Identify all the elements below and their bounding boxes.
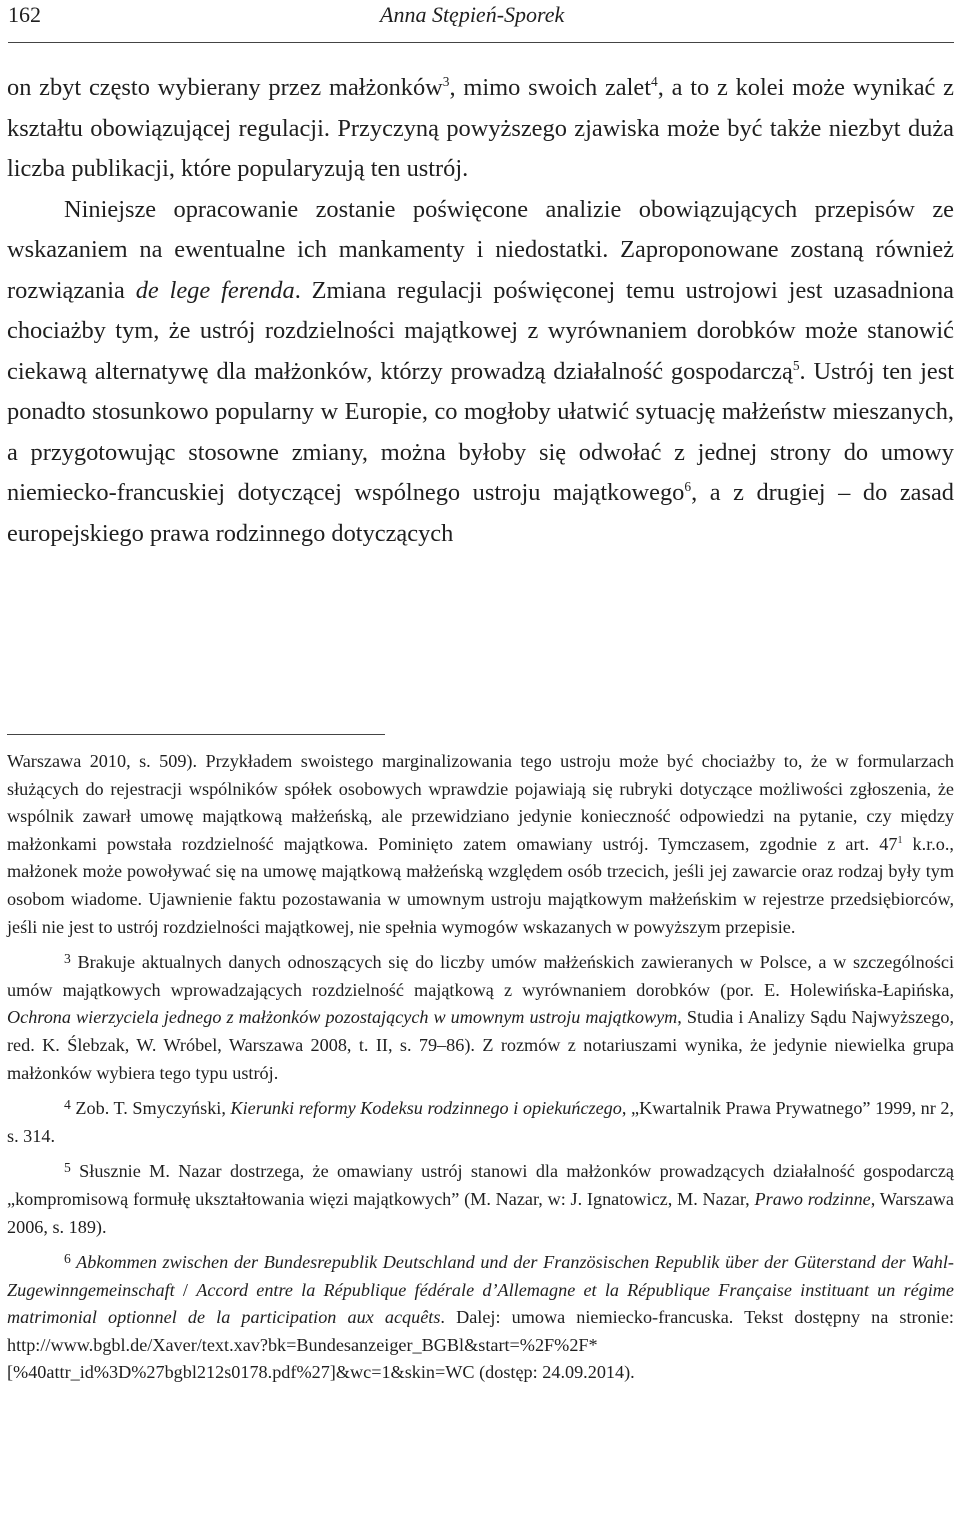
footnotes <box>7 748 954 1387</box>
footnote-3: $^3$ Brakuje aktualnych danych odnoszących się do liczby umów małżeńskich zawieranych w Polsce, a w szczególności umów majątkowych wprowadzających rozdzielność majątkową z wyrównaniem dorobków (por. E. Holewińska-Łapińska, Ochrona wierzyciela jednego z małżonków pozostających w umownym ustroju majątkowym, Studia i Analizy Sądu Najwyższego, red. K. Ślebzak, W. Wróbel, Warszawa 2008, t. II, s. 79–86). Z rozmów z notariuszami wynika, że jedynie niewielka grupa małżonków wybiera tego typu ustrój. <box>7 951 954 1083</box>
footnote-ref-6: 6 <box>684 478 692 494</box>
footnote-separator <box>7 734 385 735</box>
footnote-6: $^6$ Abkommen zwischen der Bundesrepublik Deutschland und der Französischen Republik über der Güterstand der Wahl-Zugewinngemeinschaft / Accord entre la République fédérale d’Allemagne et la République Française instituant un régime matrimonial optionnel de la participation aux acquêts. Dalej: umowa niemiecko-francuska. Tekst dostępny na stronie: http://www.bgbl.de/Xaver/text.xav?bk=Bundesanzeiger_BGBl&start=%2F%2F*[%40attr_id%3D%27bgbl212s0178.pdf%27]&wc=1&skin=WC (dostęp: 24.09.2014). <box>7 1251 954 1383</box>
footnote-continuation: Warszawa 2010, s. 509). Przykładem swoistego marginalizowania tego ustroju może być chociażby to, że w formularzach służących do rejestracji wspólników spółek osobowych wprawdzie pojawiają się rubryki dotyczące możliwości zgłoszenia, że wspólnik zawarł umowę majątkową małżeńską, ale przewidziano jedynie konieczność odpowiedzi na pytanie, czy między małżonkami powstała rozdzielność majątkowa. Pominięto zatem omawiany ustrój. Tymczasem, zgodnie z art. $47^1$ k.r.o., małżonek może powoływać się na umowę majątkową małżeńską względem osób trzecich, jeśli jej zawarcie oraz rodzaj były tym osobom wiadome. Ujawnienie faktu pozostawania w umownym ustroju majątkowym małżeńskim w rejestrze przedsiębiorców, jeśli nie jest to ustrój rozdzielności majątkowej, nie spełnia wymogów wskazanych w powyższym przepisie. <box>7 751 954 937</box>
footnote-ref-4: 4 <box>651 73 658 89</box>
footnote-ref-5: 5 <box>792 357 800 373</box>
running-header <box>8 0 954 40</box>
footnote-ref-3: 3 <box>442 73 450 89</box>
running-author: Anna Stępień-Sporek <box>380 2 565 27</box>
paragraph-1: on zbyt często wybierany przez małżonków$^3$, mimo swoich zalet$^4$, a to z kolei może wynikać z kształtu obowiązującej regulacji. Przyczyną powyższego zjawiska może być także niezbyt duża liczba publikacji, które popularyzują ten ustrój. <box>7 73 954 182</box>
page-number: 162 <box>8 2 41 27</box>
footnote-4: $^4$ Zob. T. Smyczyński, Kierunki reformy Kodeksu rodzinnego i opiekuńczego, „Kwartalnik Prawa Prywatnego” 1999, nr 2, s. 314. <box>7 1097 954 1146</box>
main-text <box>7 68 954 554</box>
footnote-5: $^5$ Słusznie M. Nazar dostrzega, że omawiany ustrój stanowi dla małżonków prowadzących działalność gospodarczą „kompromisową formułę ukształtowania więzi majątkowych” (M. Nazar, w: J. Ignatowicz, M. Nazar, Prawo rodzinne, Warszawa 2006, s. 189). <box>7 1160 954 1237</box>
header-rule <box>8 42 954 43</box>
paragraph-2: Niniejsze opracowanie zostanie poświęcone analizie obowiązujących przepisów ze wskazaniem na ewentualne ich mankamenty i niedostatki. Zaproponowane zostaną również rozwiązania de lege ferenda. Zmiana regulacji poświęconej temu ustrojowi jest uzasadniona chociażby tym, że ustrój rozdzielności majątkowej z wyrównaniem dorobków może stanowić ciekawą alternatywę dla małżonków, którzy prowadzą działalność gospodarczą$^5$. Ustrój ten jest ponadto stosunkowo popularny w Europie, co mogłoby ułatwić sytuację małżeństw mieszanych, a przygotowując stosowne zmiany, można byłoby się odwołać z jednej strony do umowy niemiecko-francuskiej dotyczącej wspólnego ustroju majątkowego$^6$, a z drugiej – do zasad europejskiego prawa rodzinnego dotyczących <box>7 195 954 547</box>
